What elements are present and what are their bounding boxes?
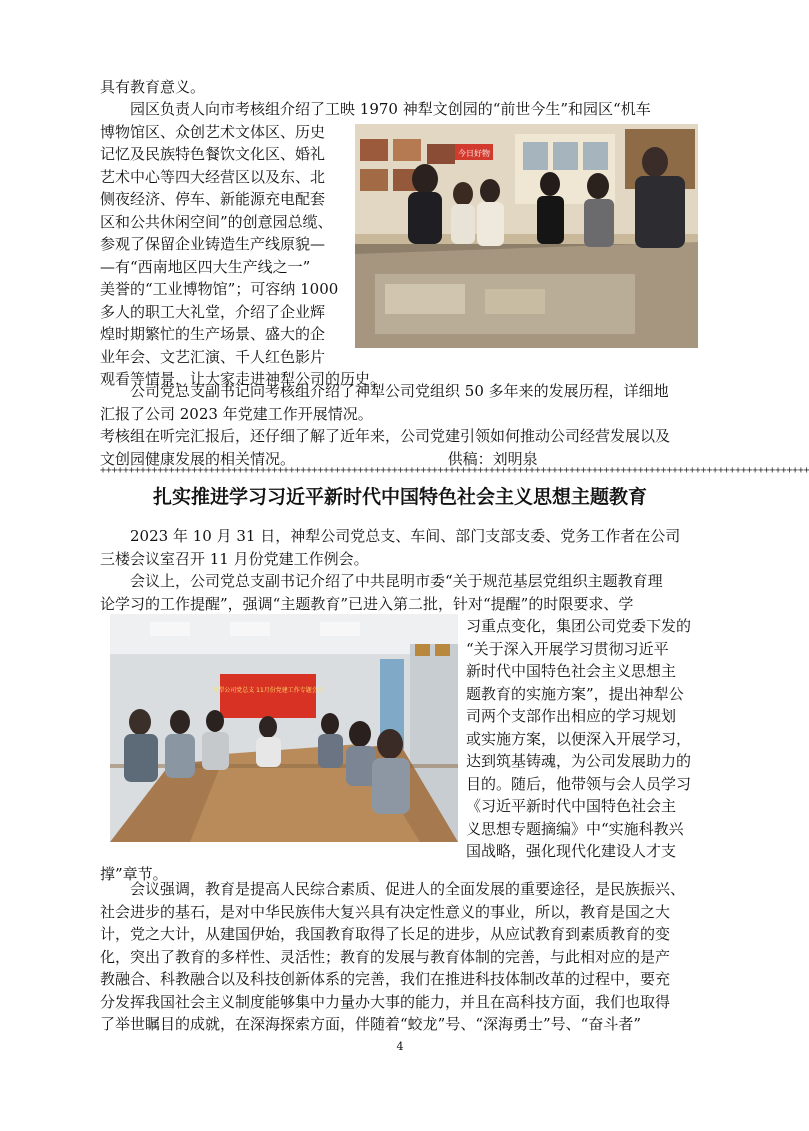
meeting-photo [110,614,458,842]
text-line: 多人的职工大礼堂，介绍了企业辉 [100,302,326,321]
section-separator: ++++++++++++++++++++++++++++++++++++++++++++++++++++++++++++++++++++++++++++++++++++++++++++++++++++++++++++++++++++++++++++ [100,465,809,476]
text-line: 文创园健康发展的相关情况。 供稿：刘明泉 [100,449,538,468]
text-line: 会议强调，教育是提高人民综合素质、促进人的全面发展的重要途径，是民族振兴、 [130,880,686,898]
paragraph-meeting-date [100,525,700,570]
meeting-illustration [110,614,458,842]
text-line: 分发挥我国社会主义制度能够集中力量办大事的能力，并且在高科技方面，我们也取得 [100,992,671,1011]
paragraph-review [100,425,700,470]
text-line: 三楼会议室召开 11 月份党建工作例会。 [100,549,369,568]
text-line: 了举世瞩目的成就，在深海探索方面，伴随着“蛟龙”号、“深海勇士”号、“奋斗者” [100,1015,642,1033]
text-line: 目的。随后，他带领与会人员学习 [466,774,692,793]
text-line: 美誉的“工业博物馆”；可容纳 1000 [100,280,339,298]
text-line: 《习近平新时代中国特色社会主 [466,797,677,815]
text-line: 侧夜经济、停车、新能源充电配套 [100,190,326,208]
text-line: 习重点变化，集团公司党委下发的 [466,617,692,635]
text-line: 观看等情景，让大家走进神犁公司的历史。 [100,370,386,388]
text-line: 2023 年 10 月 31 日，神犁公司党总支、车间、部门支部支委、党务工作者在公司 [130,527,681,545]
text-line: 园区负责人向市考核组介绍了工映 1970 神犁文创园的“前世今生”和园区“机车 [130,100,651,118]
text-line: 艺术中心等四大经营区以及东、北 [100,167,326,186]
text-line: 会议上，公司党总支副书记介绍了中共昆明市委“关于规范基层党组织主题教育理 [130,572,663,590]
text-line: 考核组在听完汇报后，还仔细了解了近年来，公司党建引领如何推动公司经营发展以及 [100,427,671,445]
museum-visit-illustration [355,124,698,348]
text-line: 新时代中国特色社会主义思想主 [466,662,677,680]
text-line: 业年会、文艺汇演、千人红色影片 [100,347,326,366]
text-line: 达到筑基铸魂，为公司发展助力的 [466,752,692,770]
text-line: 司两个支部作出相应的学习规划 [466,707,677,725]
text-line: 具有教育意义。 [100,78,206,96]
text-line: 论学习的工作提醒”，强调“主题教育”已进入第二批，针对“提醒”的时限要求、学 [100,594,634,613]
text-line: 教融合、科教融合以及科技创新体系的完善，我们在推进科技体制改革的过程中，要充 [100,970,671,988]
museum-visit-photo [355,124,698,348]
text-line: 汇报了公司 2023 年党建工作开展情况。 [100,404,373,423]
intro-text [100,76,700,99]
text-line: 煌时期繁忙的生产场景、盛大的企 [100,325,326,343]
text-line: 博物馆区、众创艺术文体区、历史 [100,122,326,141]
text-line: 区和公共休闲空间”的创意园总缆、 [100,212,333,231]
banner-text: 神犁公司党总支 11月份党建工作专题会议 [212,687,324,694]
paragraph-party-history [100,380,700,425]
text-line: 参观了保留企业铸造生产线原貌— [100,235,326,253]
text-line: 公司党总支副书记向考核组介绍了神犁公司党组织 50 多年来的发展历程，详细地 [130,382,669,400]
text-line: 社会进步的基石，是对中华民族伟大复兴具有决定性意义的事业，所以，教育是国之大 [100,902,671,921]
text-line: 撑”章节。 [100,864,168,883]
paragraph-education [100,878,700,1036]
text-line: “关于深入开展学习贯彻习近平 [466,639,669,658]
article-title: 扎实推进学习习近平新时代中国特色社会主义思想主题教育 [152,486,647,508]
text-line: 义思想专题摘编》中“实施科教兴 [466,819,684,838]
text-line: 记忆及民族特色餐饮文化区、婚礼 [100,145,326,163]
text-line: 计，党之大计，从建国伊始，我国教育取得了长足的进步，从应试教育到素质教育的变 [100,925,671,943]
page-number: 4 [396,1040,404,1053]
text-line: 题教育的实施方案”，提出神犁公 [466,684,684,703]
text-line: 或实施方案，以便深入开展学习， [466,729,692,748]
text-line: 化，突出了教育的多样性、灵活性；教育的发展与教育体制的完善，与此相对应的是产 [100,947,671,966]
text-line: —有“西南地区四大生产线之一” [100,257,311,276]
text-line: 国战略，强化现代化建设人才支 [466,842,677,860]
shop-sign-text: 今日好物 [458,149,490,158]
